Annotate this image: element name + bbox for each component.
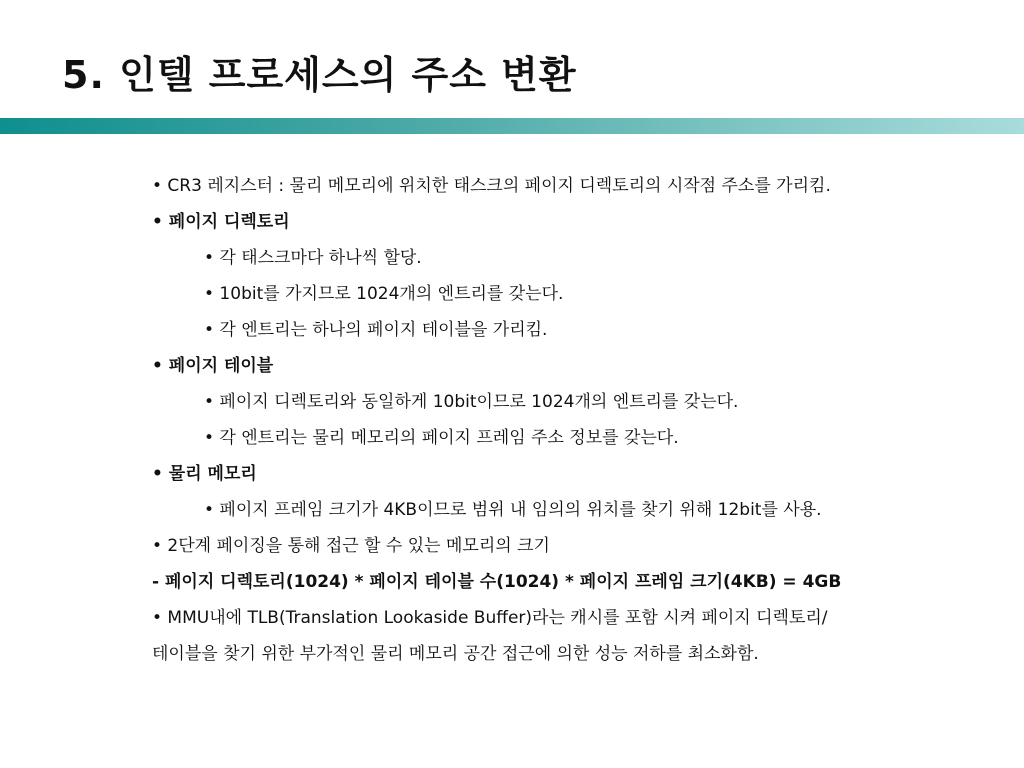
bullet-tlb: • MMU내에 TLB(Translation Lookaside Buffer)라는 캐시를 포함 시켜 페이지 디렉토리/ — [152, 608, 828, 628]
formula-4gb: - 페이지 디렉토리(1024) * 페이지 테이블 수(1024) * 페이지 프레임 크기(4KB) = 4GB — [152, 572, 842, 592]
bullet-tlb-continued: 테이블을 찾기 위한 부가적인 물리 메모리 공간 접근에 의한 성능 저하를 최소화함. — [152, 644, 759, 664]
bullet-cr3-register: • CR3 레지스터 : 물리 메모리에 위치한 태스크의 페이지 디렉토리의 시작점 주소를 가리킴. — [152, 176, 831, 196]
title-accent-bar — [0, 118, 1024, 134]
sub-bullet-points-to-table: • 각 엔트리는 하나의 페이지 테이블을 가리킴. — [204, 320, 548, 340]
bullet-page-table: • 페이지 테이블 — [152, 356, 274, 376]
sub-bullet-table-entries: • 페이지 디렉토리와 동일하게 10bit이므로 1024개의 엔트리를 갖는다. — [204, 392, 739, 412]
bullet-two-level-paging: • 2단계 페이징을 통해 접근 할 수 있는 메모리의 크기 — [152, 536, 550, 556]
sub-bullet-10bit-entries: • 10bit를 가지므로 1024개의 엔트리를 갖는다. — [204, 284, 564, 304]
bullet-physical-memory: • 물리 메모리 — [152, 464, 257, 484]
sub-bullet-frame-address: • 각 엔트리는 물리 메모리의 페이지 프레임 주소 정보를 갖는다. — [204, 428, 679, 448]
bullet-page-directory: • 페이지 디렉토리 — [152, 212, 290, 232]
slide-body — [152, 168, 992, 672]
slide-title: 5. 인텔 프로세스의 주소 변환 — [62, 53, 577, 97]
sub-bullet-per-task: • 각 태스크마다 하나씩 할당. — [204, 248, 422, 268]
sub-bullet-4kb-frame: • 페이지 프레임 크기가 4KB이므로 범위 내 임의의 위치를 찾기 위해 12bit를 사용. — [204, 500, 822, 520]
